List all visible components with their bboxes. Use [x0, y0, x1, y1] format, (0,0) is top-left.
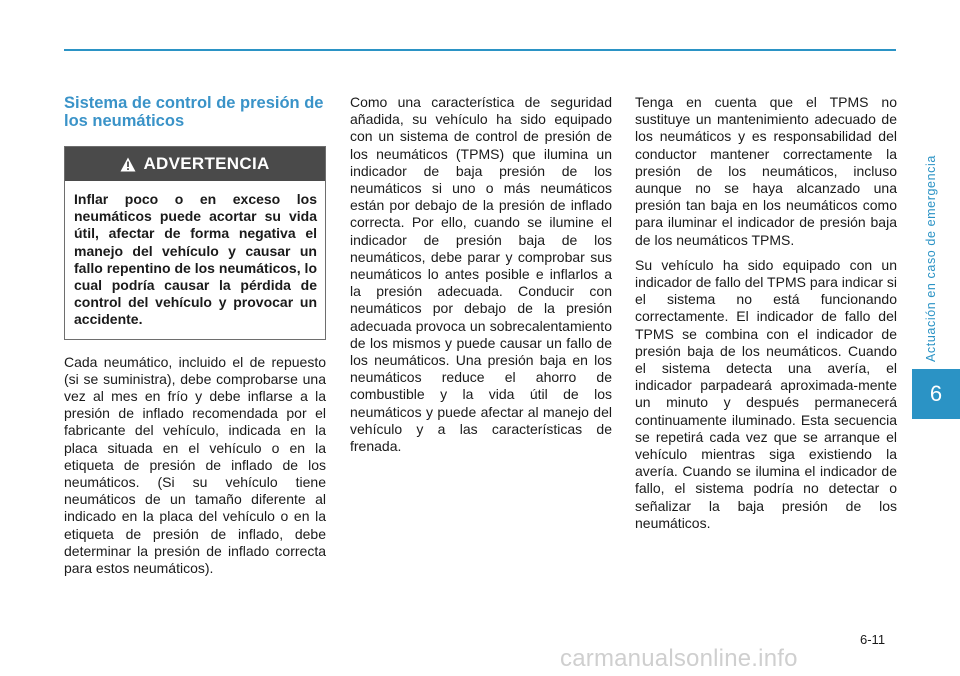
chapter-tab[interactable]	[912, 369, 960, 419]
paragraph: Cada neumático, incluido el de repuesto (si se suministra), debe comprobarse una vez al mes en frío y debe inflarse a la presión de inflado recomendada por el fabricante del vehículo, indicada en la placa situada en el vehículo o en la etiqueta de presión de inflado de los neumáticos. (Si su vehículo tiene neumáticos de un tamaño diferente al indicado en la placa del vehículo o en la etiqueta de presión de inflado, debe determinar la presión de inflado correcta para estos neumáticos).	[64, 353, 326, 577]
header-rule	[64, 49, 896, 51]
column-2	[350, 94, 612, 463]
warning-box	[64, 146, 326, 340]
chapter-side-label-text: Actuación en caso de emergencia	[924, 155, 938, 362]
warning-text: Inflar poco o en exceso los neumáticos puede acortar su vida útil, afectar de forma negativa el manejo del vehículo y causar un fallo repentino de los neumáticos, lo cual podría causar la pérdida de control del vehículo y provocar un accidente.	[74, 191, 317, 328]
paragraph: Su vehículo ha sido equipado con un indicador de fallo del TPMS para indicar si el sistema no está funcionando correctamente. El indicador de fallo del TPMS se combina con el indicador de presión baja de los neumáticos. Cuando el sistema detecta una avería, el indicador parpadeará aproximada-mente un minuto y después permanecerá continuamente iluminado. Esta secuencia se repetirá cada vez que se arranque el vehículo mientras siga existiendo la avería. Cuando se ilumina el indicador de fallo, el sistema podría no detectar o señalizar la baja presión de los neumáticos.	[635, 256, 897, 531]
watermark: carmanualsonline.info	[560, 645, 798, 672]
warning-triangle-icon	[120, 157, 136, 172]
warning-heading: ADVERTENCIA	[143, 154, 270, 174]
section-title: Sistema de control de presión de los neumáticos	[64, 94, 324, 130]
paragraph: Tenga en cuenta que el TPMS no sustituye un mantenimiento adecuado de los neumáticos y es responsabilidad del conductor mantener correctamente la presión de los neumáticos, incluso aunque no se haya alcanzado una presión tan baja en los neumáticos como para iluminar el indicador de presión baja de los neumáticos TPMS.	[635, 94, 897, 248]
paragraph: Como una característica de seguridad añadida, su vehículo ha sido equipado con un sistema de control de presión de los neumáticos (TPMS) que ilumina un indicador de baja presión de los neumáticos si uno o más neumáticos están por debajo de la presión de inflado correcta. Por ello, cuando se ilumine el indicador de presión baja de los neumáticos, debe parar y comprobar sus neumáticos lo antes posible e inflarlos a la presión adecuada. Conducir con neumáticos por debajo de la presión adecuada provoca un sobrecalentamiento de los mismos y puede causar un fallo de los neumáticos. Una presión baja en los neumáticos reduce el ahorro de combustible y la vida útil de los neumáticos y puede afectar al manejo del vehículo y a las características de frenada.	[350, 94, 612, 455]
warning-header	[65, 147, 325, 181]
column-1	[64, 94, 326, 585]
chapter-number: 6	[929, 381, 943, 406]
page-number: 6-11	[860, 632, 886, 647]
column-3	[635, 94, 897, 540]
